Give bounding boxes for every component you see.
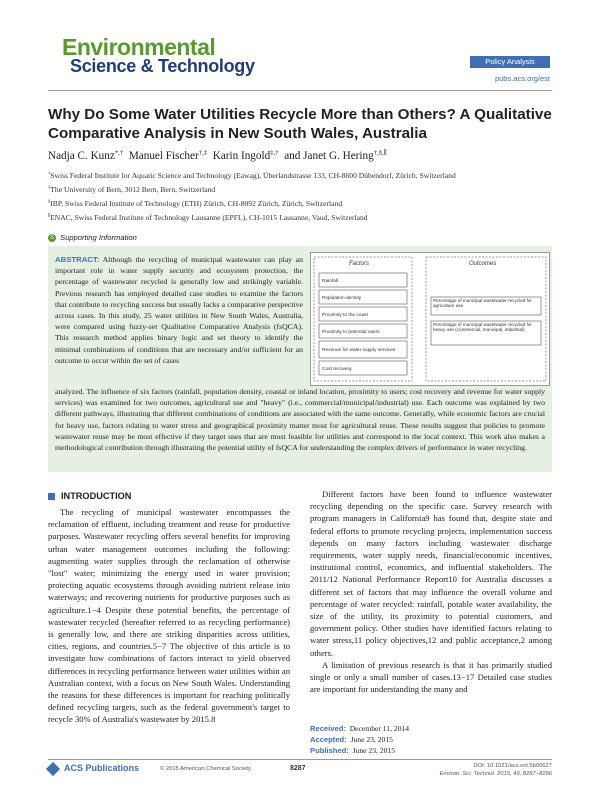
date-value: June 23, 2015	[350, 735, 393, 744]
author-affiliation-marks: ‡,†	[270, 149, 279, 157]
outcomes-title: Outcomes	[469, 261, 497, 267]
outcome-label-wrap	[433, 322, 540, 345]
section-square-icon	[48, 493, 55, 500]
author-affiliation-marks: †,§,∥	[373, 149, 387, 157]
intro-column-2	[310, 488, 552, 695]
author-affiliation-marks: †,‡	[198, 149, 208, 157]
toc-graphic	[310, 252, 550, 386]
outcome-label-wrap	[433, 298, 540, 315]
affiliation	[48, 171, 558, 180]
footer-divider	[48, 759, 552, 760]
affiliation-mark: ‡	[48, 184, 51, 190]
factor-label: Rainfall	[322, 279, 338, 284]
intro-column-1	[48, 506, 290, 726]
copyright: © 2015 American Chemical Society	[160, 766, 251, 772]
date-received	[310, 723, 552, 734]
intro-paragraph: Different factors have been found to influence wastewater recycling depending on the specific case. Survey research with program managers in California9 has found that, despite state and federal efforts to promote recycling projects, implementation success depends on many factors including wastewater discharge requirements, water supply needs, financial/economic incentives, institutional control, economics, and influential stakeholders. The 2011/12 National Performance Report10 for Australia discusses a different set of factors that may influence the overall volume and percentage of water recycled: rainfall, potable water availability, the size of the utility, its proximity to potential customers, and government policy. Other studies have identified factors relating to water stress,11 policy objectives,12 and public acceptance,2 among others.	[310, 489, 552, 658]
abstract-label: ABSTRACT:	[55, 255, 100, 264]
outcome-label: Percentage of municipal wastewater recycled for heavy use (commercial, municipal, industrial)	[433, 322, 532, 333]
author-name[interactable]: Janet G. Hering	[303, 150, 374, 162]
date-published	[310, 745, 552, 756]
date-value: December 11, 2014	[349, 724, 410, 733]
author-name[interactable]: Karin Ingold	[212, 150, 271, 162]
abstract-body-part1: Although the recycling of municipal wastewater can play an important role in water supply security and ecosystem protection, the percentage of wastewater recycled is generally low and strikingly variable. Previous research has employed detailed case studies to examine the factors that contribute to recycling success but usually lacks a comparative perspective across cases. In this study, 25 water utilities in New South Wales, Australia, were compared using fuzzy-set Qualitative Comparative Analysis (fsQCA). This research method applies binary logic and set theory to identify the minimal combinations of conditions that are necessary and/or sufficient for an outcome to occur within the set of cases	[55, 255, 303, 365]
factor-label: Cost recovery	[322, 367, 352, 372]
intro-heading	[48, 491, 131, 501]
header-divider	[48, 90, 552, 91]
section-badge: Policy Analysis	[470, 56, 550, 68]
factors-title: Factors	[349, 261, 370, 267]
author-name[interactable]: Nadja C. Kunz	[48, 150, 115, 162]
author-name[interactable]: Manuel Fischer	[128, 150, 199, 162]
author-list	[48, 150, 558, 162]
supporting-info-icon: S	[49, 235, 54, 241]
journal-logo-line1: Environmental	[62, 34, 216, 60]
article-dates	[310, 723, 552, 756]
toc-graphic-svg	[311, 253, 549, 385]
affiliation-mark: §	[48, 198, 51, 204]
date-value: June 23, 2015	[352, 746, 396, 755]
factor-label: Proximity to potential users	[322, 330, 380, 335]
publisher-name: ACS Publications	[64, 763, 140, 773]
page-number: 8287	[290, 765, 306, 772]
author-affiliation-marks: *,†	[114, 149, 124, 157]
date-label: Accepted:	[310, 735, 347, 744]
outcome-label: Percentage of municipal wastewater recycled for agriculture use	[433, 298, 532, 309]
abstract-text-part1	[55, 254, 303, 366]
factor-label: Proximity to the coast	[322, 313, 368, 318]
affiliation	[48, 213, 558, 222]
date-accepted	[310, 734, 552, 745]
supporting-info-label: Supporting Information	[60, 233, 137, 242]
citation: Environ. Sci. Technol. 2015, 49, 8287−8296	[439, 771, 552, 777]
journal-url[interactable]: pubs.acs.org/est	[494, 74, 550, 83]
affiliation	[48, 199, 558, 208]
intro-paragraph: A limitation of previous research is that it has primarily studied single or only a small number of cases.13−17 Detailed case studies are important for understanding the many and	[310, 659, 552, 695]
affiliation-text: Swiss Federal Institute for Aquatic Science and Technology (Eawag), Überlandstrasse 133, CH-8600 Dübendorf, Zürich, Switzerland	[50, 171, 456, 180]
intro-paragraph: The recycling of municipal wastewater encompasses the reclamation of effluent, including treatment and reuse for productive purposes. Wastewater recycling offers several benefits for improving urban water management outcomes including the following: augmenting water supplies through the reclamation of otherwise "lost" water; minimizing the energy used in water provision; protecting aquatic ecosystems through avoiding nutrient release into waterways; and recovering nutrients for productive purposes such as agriculture.1−4 Despite these potential benefits, the percentage of wastewater recycled (hereafter referred to as recycling performance) is generally low, and there are striking disparities across utilities, cities, regions, and countries.5−7 The objective of this article is to investigate how combinations of factors interact to yield observed differences in recycling performance between water utilities within an Australian context, with a focus on New South Wales. Understanding the reasons for these differences is important for reaching politically defined recycling targets, such as the federal government's target to recycle 30% of Australia's wastewater by 2015.8	[48, 507, 290, 725]
abstract-text-part2: analyzed. The influence of six factors (rainfall, population density, coastal or inland location, proximity to users; cost recovery and revenue for water supply services) was examined for two outcomes, agricultural use and "heavy" (i.e., commercial/municipal/industrial) use. Each outcome was explained by two different pathways, illustrating that different combinations of conditions are associated with the same outcome. Generally, while economic factors are crucial for heavy use, factors relating to water stress and geographical proximity matter most for agricultural reuse. These results suggest that policies to promote wastewater reuse may be most effective if they target uses that are most feasible for utilities and correspond to the local context. This work also makes a methodological contribution through illustrating the potential utility of fsQCA for understanding the complex drivers of performance in water recycling.	[55, 387, 545, 453]
affiliation	[48, 185, 558, 194]
journal-logo-line2: Science & Technology	[70, 56, 255, 76]
affiliation-text: The University of Bern, 3012 Bern, Bern, Switzerland	[50, 185, 216, 194]
affiliation-mark: †	[48, 170, 51, 176]
supporting-information-link[interactable]	[48, 233, 137, 242]
publisher-logo[interactable]	[48, 763, 139, 774]
affiliation-text: IBP, Swiss Federal Institute of Technology (ETH) Zürich, CH-8092 Zürich, Zürich, Switzerland	[50, 199, 343, 208]
author-conjunction: and	[284, 150, 301, 162]
date-label: Received:	[310, 724, 346, 733]
factor-label: Population density	[322, 296, 362, 301]
doi[interactable]: DOI: 10.1021/acs.est.5b00627	[473, 763, 552, 769]
affiliation-mark: ∥	[48, 212, 51, 218]
date-label: Published:	[310, 746, 349, 755]
acs-diamond-icon	[46, 762, 60, 776]
article-title: Why Do Some Water Utilities Recycle More than Others? A Qualitative Comparative Analysis in New South Wales, Australia	[48, 106, 552, 142]
intro-heading-text: INTRODUCTION	[61, 491, 132, 501]
factor-label: Revenue for water supply services	[322, 348, 396, 353]
outcomes-frame	[426, 257, 546, 381]
affiliation-text: ENAC, Swiss Federal Institute of Technology Lausanne (EPFL), CH-1015 Lausanne, Vaud, Switzerland	[50, 213, 368, 222]
